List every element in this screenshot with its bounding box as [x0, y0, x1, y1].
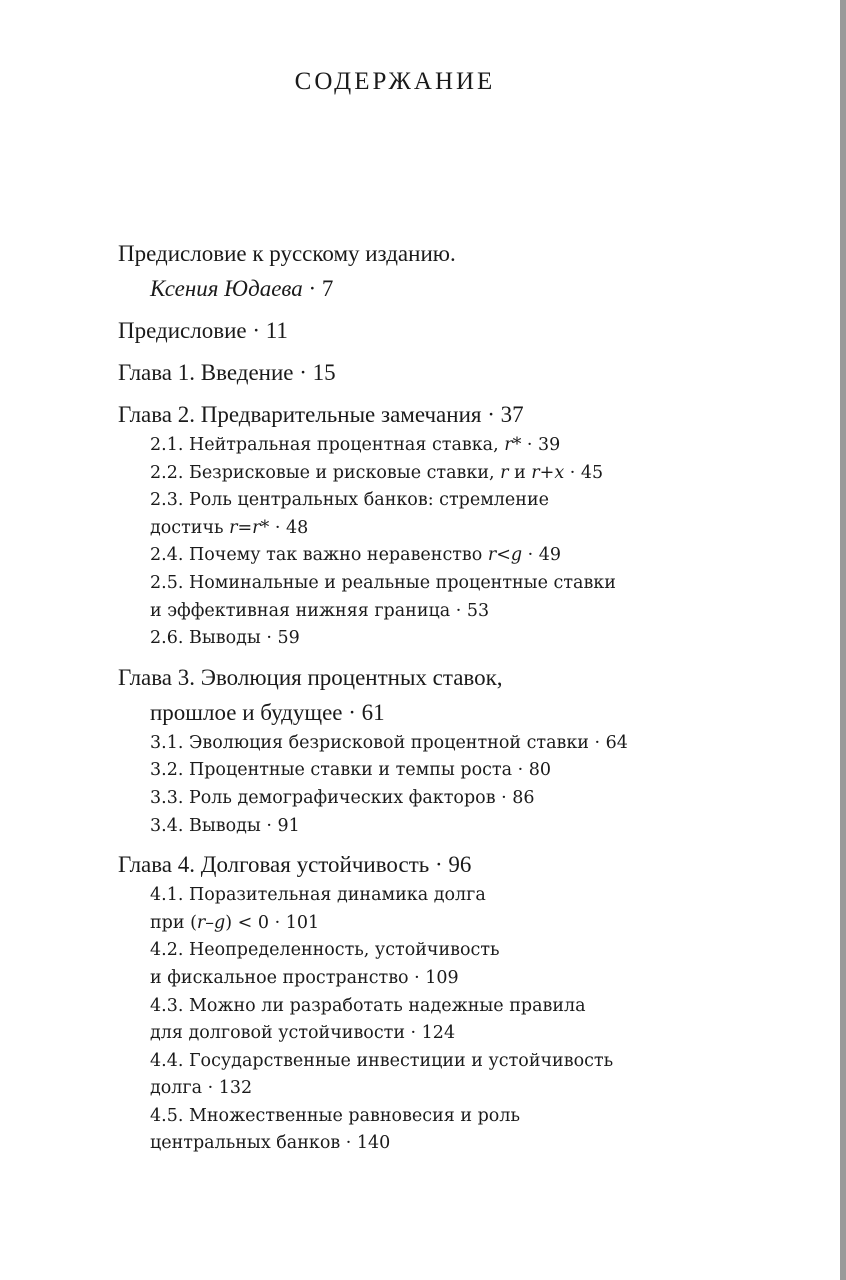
section-text: 4.2. Неопределенность, устойчивость [150, 940, 500, 961]
section-text: достичь [150, 517, 230, 538]
math-symbol: r=r* [229, 517, 270, 538]
toc-section-line [118, 785, 818, 813]
toc-entry-chapter-2 [118, 397, 818, 653]
section-text: и фискальное пространство · 109 [150, 967, 459, 988]
toc-section-line [118, 1048, 818, 1076]
toc-section-line [118, 1020, 818, 1048]
math-symbol: r–g [196, 912, 226, 933]
table-of-contents [118, 236, 818, 1165]
toc-section-line [118, 542, 818, 570]
toc-section-line [118, 757, 818, 785]
section-page: · 45 [564, 462, 604, 483]
toc-section-line [118, 1075, 818, 1103]
toc-entry-author: Ксения Юдаева [150, 276, 303, 301]
section-text: 4.5. Множественные равновесия и роль [150, 1105, 520, 1126]
section-text: 4.4. Государственные инвестиции и устойчивость [150, 1050, 614, 1071]
section-text: 3.4. Выводы · 91 [150, 815, 300, 836]
toc-entry-title: Глава 4. Долговая устойчивость · 96 [118, 852, 472, 878]
page-edge [840, 0, 846, 1280]
section-text: 4.1. Поразительная динамика долга [150, 885, 486, 906]
toc-entry-title-cont: прошлое и будущее · 61 [150, 699, 385, 725]
toc-entry-author-line [118, 271, 818, 306]
section-text: при ( [150, 912, 197, 933]
section-text: 2.6. Выводы · 59 [150, 628, 300, 649]
section-text: долга · 132 [150, 1078, 253, 1099]
toc-entry-title: Предисловие к русскому изданию. [118, 241, 456, 266]
toc-section-line [118, 598, 818, 626]
section-page: · 49 [522, 545, 562, 566]
section-text: 2.5. Номинальные и реальные процентные ставки [150, 572, 616, 593]
toc-section-line [118, 993, 818, 1021]
toc-entry-title: Предисловие · 11 [118, 318, 288, 343]
section-text: для долговой устойчивости · 124 [150, 1023, 456, 1044]
toc-entry-title: Глава 1. Введение · 15 [118, 360, 336, 385]
toc-section-line [118, 570, 818, 598]
section-text: 2.4. Почему так важно неравенство [150, 545, 488, 566]
toc-entry-title: Глава 3. Эволюция процентных ставок, [118, 664, 503, 690]
section-text: и [508, 462, 532, 483]
section-text: 3.3. Роль демографических факторов · 86 [150, 787, 535, 808]
math-symbol: r* [504, 435, 522, 455]
toc-section-line [118, 813, 818, 841]
toc-entry-chapter-4 [118, 847, 818, 1158]
toc-entry-title: Глава 2. Предварительные замечания · 37 [118, 402, 524, 427]
section-text: 2.2. Безрисковые и рисковые ставки, [150, 462, 501, 483]
toc-entry-preface [118, 313, 818, 348]
toc-section-line [118, 1130, 818, 1158]
math-symbol: r [500, 462, 509, 483]
toc-entry-page: · 7 [302, 276, 334, 301]
section-page: ) < 0 · 101 [225, 912, 320, 933]
section-text: 3.2. Процентные ставки и темпы роста · 80 [150, 760, 551, 781]
toc-section-line [118, 910, 818, 938]
section-text: и эффективная нижняя граница · 53 [150, 600, 490, 621]
section-text: 2.1. Нейтральная процентная ставка, [150, 435, 505, 455]
toc-entry-chapter-3 [118, 660, 818, 840]
toc-section-list [118, 730, 818, 840]
math-symbol: r+x [531, 462, 565, 483]
toc-section-line [118, 460, 818, 488]
toc-entry-preface-russian [118, 236, 818, 306]
toc-section-line [118, 882, 818, 910]
toc-section-line [118, 1103, 818, 1131]
section-page: · 39 [521, 435, 561, 455]
section-text: центральных банков · 140 [150, 1133, 391, 1154]
toc-section-line [118, 730, 818, 758]
section-text: 2.3. Роль центральных банков: стремление [150, 490, 549, 511]
page-title: СОДЕРЖАНИЕ [294, 68, 496, 95]
toc-section-line [118, 625, 818, 653]
toc-section-line [118, 432, 818, 460]
toc-entry-chapter-1 [118, 355, 818, 390]
section-page: · 48 [269, 517, 309, 538]
toc-section-list [118, 882, 818, 1158]
math-symbol: r<g [487, 545, 523, 566]
section-text: 4.3. Можно ли разработать надежные правила [150, 995, 586, 1016]
toc-section-line [118, 965, 818, 993]
toc-section-list [118, 432, 818, 653]
toc-section-line [118, 937, 818, 965]
toc-section-line [118, 515, 818, 543]
toc-section-line [118, 487, 818, 515]
section-text: 3.1. Эволюция безрисковой процентной ставки · 64 [150, 732, 628, 753]
